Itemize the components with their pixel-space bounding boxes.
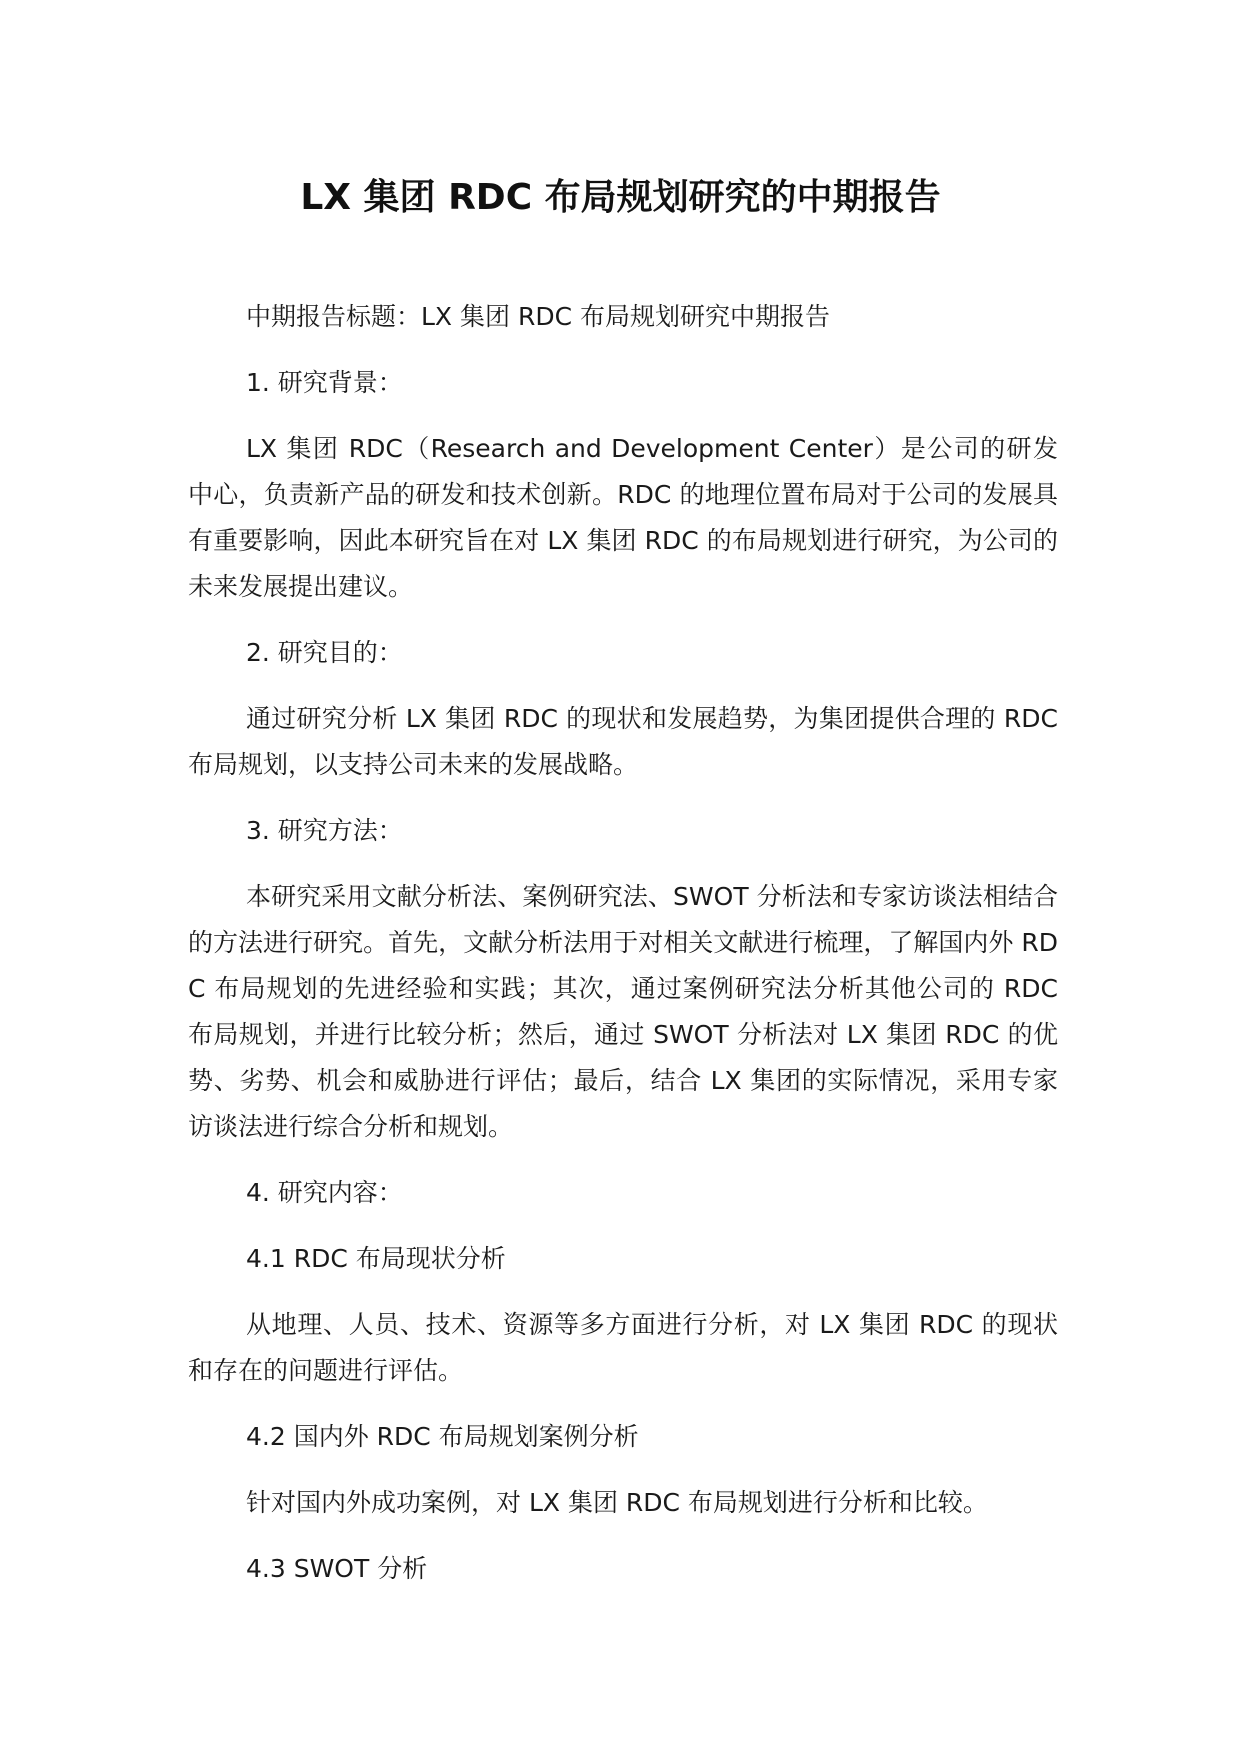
section-body-purpose: 通过研究分析 LX 集团 RDC 的现状和发展趋势，为集团提供合理的 RDC 布局规划，以支持公司未来的发展战略。 [188, 704, 1058, 779]
section-body-method: 本研究采用文献分析法、案例研究法、SWOT 分析法和专家访谈法相结合的方法进行研究。首先，文献分析法用于对相关文献进行梳理，了解国内外 RDC 布局规划的先进经验和实践；其次，通过案例研究法分析其他公司的 RDC 布局规划，并进行比较分析；然后，通过 SWOT 分析法对 LX 集团 RDC 的优势、劣势、机会和威胁进行评估；最后，结合 LX 集团的实际情况，采用专家访谈法进行综合分析和规划。 [188, 882, 1058, 1141]
subsection-heading-4-1: 4.1 RDC 布局现状分析 [246, 1244, 506, 1273]
section-heading-content: 4. 研究内容： [246, 1178, 403, 1207]
subsection-heading-4-3: 4.3 SWOT 分析 [246, 1554, 428, 1583]
section-heading-method: 3. 研究方法： [246, 816, 403, 845]
subsection-heading-4-2: 4.2 国内外 RDC 布局规划案例分析 [246, 1422, 639, 1451]
section-body-background: LX 集团 RDC（Research and Development Center）是公司的研发中心，负责新产品的研发和技术创新。RDC 的地理位置布局对于公司的发展具有重要影响，因此本研究旨在对 LX 集团 RDC 的布局规划进行研究，为公司的未来发展提出建议。 [188, 434, 1058, 601]
document-title: LX 集团 RDC 布局规划研究的中期报告 [300, 177, 941, 218]
subsection-body-4-1: 从地理、人员、技术、资源等多方面进行分析，对 LX 集团 RDC 的现状和存在的问题进行评估。 [188, 1310, 1058, 1385]
subsection-body-4-2: 针对国内外成功案例，对 LX 集团 RDC 布局规划进行分析和比较。 [246, 1488, 988, 1517]
document-body [188, 294, 1058, 1592]
section-heading-purpose: 2. 研究目的： [246, 638, 403, 667]
report-title-line: 中期报告标题：LX 集团 RDC 布局规划研究中期报告 [246, 302, 830, 331]
section-heading-background: 1. 研究背景： [246, 368, 403, 397]
